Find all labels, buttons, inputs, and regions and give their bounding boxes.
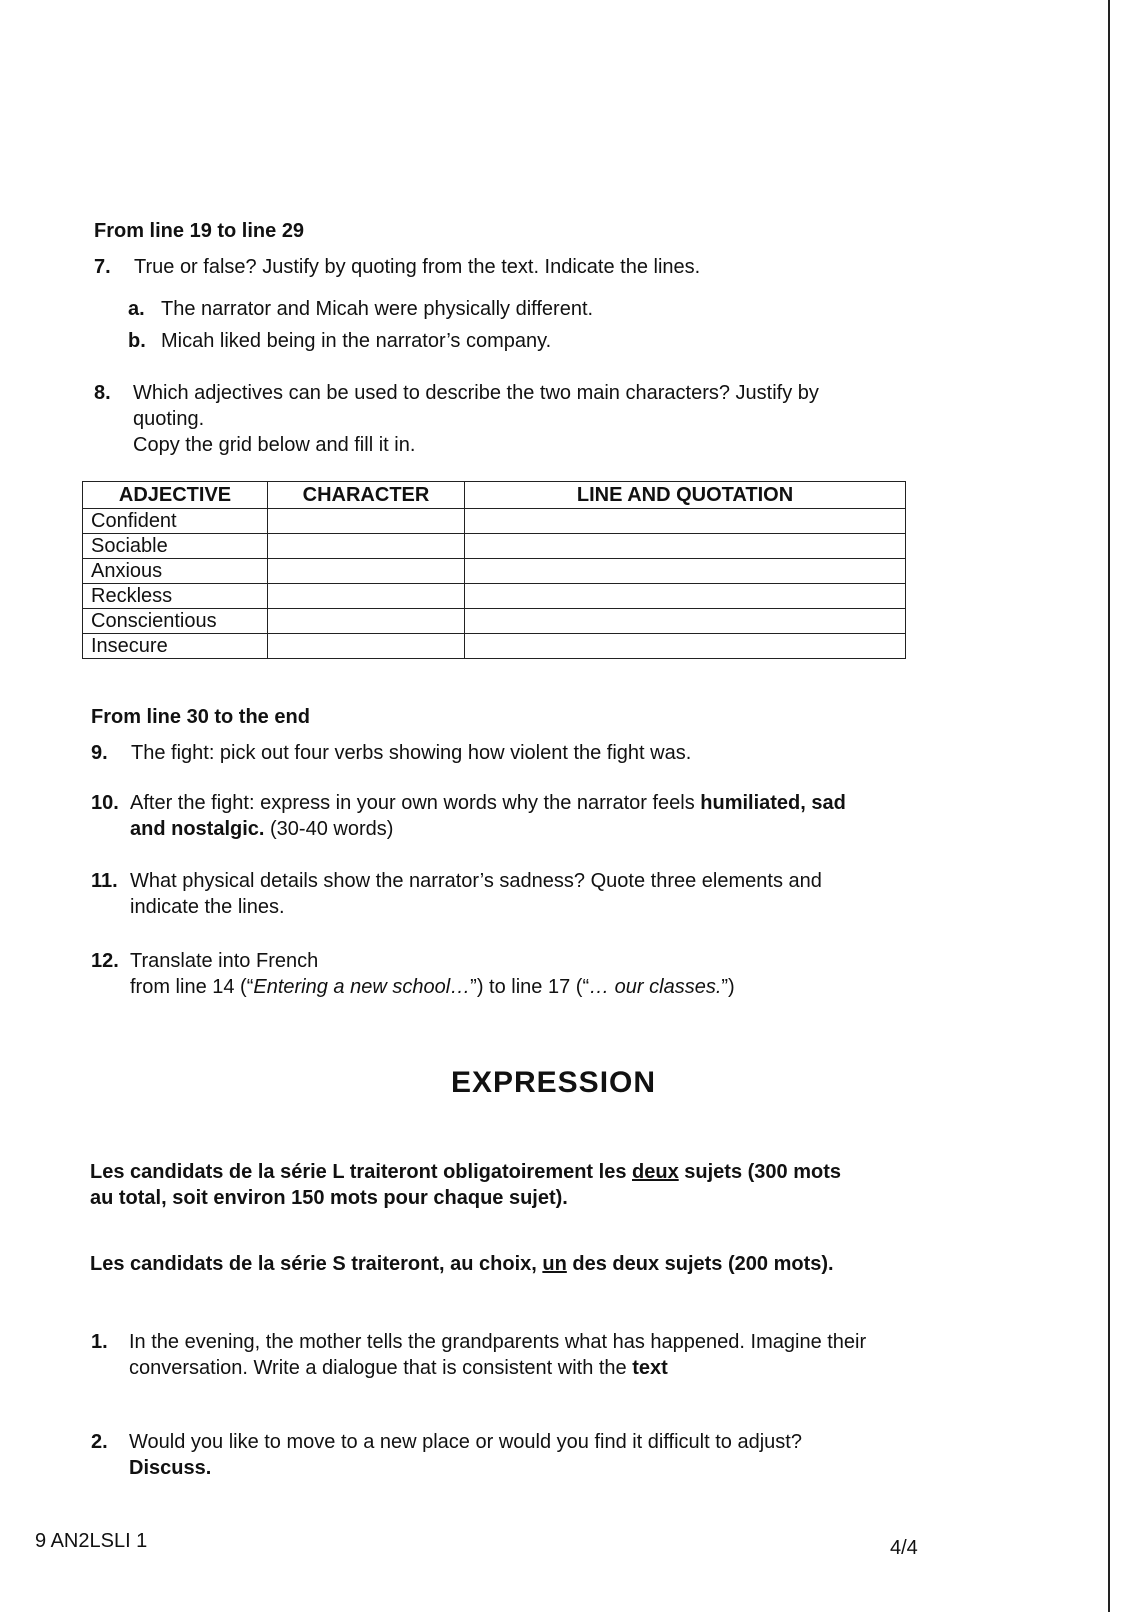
question-10-line2 [130, 816, 393, 842]
question-7b-text: Micah liked being in the narrator’s company. [161, 330, 552, 352]
question-10-line2-plain: (30-40 words) [264, 818, 394, 840]
grid-adjective-cell: Sociable [83, 534, 268, 559]
topic-1-line2-bold: text [632, 1357, 668, 1379]
question-11-number: 11. [91, 870, 118, 892]
question-9-number: 9. [91, 742, 108, 764]
question-10-line1 [130, 790, 846, 816]
question-8-line1: Which adjectives can be used to describe the two main characters? Justify by [133, 382, 819, 404]
footer-exam-code: 9 AN2LSLI 1 [35, 1530, 148, 1552]
grid-adjective-cell: Anxious [83, 559, 268, 584]
question-7a-text: The narrator and Micah were physically different. [161, 298, 594, 320]
grid-adjective-cell: Conscientious [83, 609, 268, 634]
para1-underlined: deux [632, 1161, 679, 1183]
grid-adjective-cell: Insecure [83, 634, 268, 659]
topic-2-number: 2. [91, 1431, 108, 1453]
question-7-text: True or false? Justify by quoting from the text. Indicate the lines. [134, 256, 701, 278]
grid-quotation-cell [465, 559, 906, 584]
question-10-line1-bold: humiliated, sad [700, 792, 846, 814]
page-edge-line [1108, 0, 1110, 1612]
question-10-number: 10. [91, 792, 119, 814]
question-7-number: 7. [94, 256, 111, 278]
grid-character-cell [268, 534, 465, 559]
question-12-line1: Translate into French [130, 950, 319, 972]
question-8-line3: Copy the grid below and fill it in. [133, 434, 416, 456]
q12-part-d: … our classes. [589, 976, 722, 998]
section-heading-lines-19-29: From line 19 to line 29 [94, 220, 305, 242]
expression-para2 [90, 1251, 834, 1277]
grid-header-character: CHARACTER [268, 482, 465, 509]
grid-header-row [83, 482, 906, 509]
topic-1-line2-plain: conversation. Write a dialogue that is consistent with the [129, 1357, 633, 1379]
grid-adjective-cell: Confident [83, 509, 268, 534]
grid-character-cell [268, 634, 465, 659]
section-heading-line-30-end: From line 30 to the end [91, 706, 310, 728]
grid-quotation-cell [465, 609, 906, 634]
footer-page-number: 4/4 [890, 1537, 918, 1559]
grid-header-line-quotation: LINE AND QUOTATION [465, 482, 906, 509]
table-row [83, 609, 906, 634]
grid-quotation-cell [465, 509, 906, 534]
expression-para1-line2: au total, soit environ 150 mots pour chaque sujet). [90, 1187, 568, 1209]
grid-quotation-cell [465, 584, 906, 609]
question-10-line1-plain: After the fight: express in your own words why the narrator feels [130, 792, 701, 814]
q12-part-e: ”) [721, 976, 735, 998]
question-10-line2-bold: and nostalgic. [130, 818, 265, 840]
topic-1-line1: In the evening, the mother tells the grandparents what has happened. Imagine their [129, 1331, 867, 1353]
question-7a-label: a. [128, 298, 145, 320]
topic-2-line2: Discuss. [129, 1457, 212, 1479]
grid-character-cell [268, 609, 465, 634]
question-8-line2: quoting. [133, 408, 205, 430]
para2-part-b: des deux sujets (200 mots). [566, 1253, 834, 1275]
question-11-line1: What physical details show the narrator’s sadness? Quote three elements and [130, 870, 822, 892]
grid-header-adjective: ADJECTIVE [83, 482, 268, 509]
question-11-line2: indicate the lines. [130, 896, 285, 918]
grid-character-cell [268, 584, 465, 609]
table-row [83, 584, 906, 609]
table-row [83, 559, 906, 584]
q12-part-a: from line 14 (“ [130, 976, 254, 998]
adjective-grid [82, 481, 906, 659]
table-row [83, 634, 906, 659]
para1-part-b: sujets (300 mots [678, 1161, 841, 1183]
grid-character-cell [268, 509, 465, 534]
grid-adjective-cell: Reckless [83, 584, 268, 609]
expression-para1-line1 [90, 1159, 841, 1185]
question-12-number: 12. [91, 950, 119, 972]
topic-1-number: 1. [91, 1331, 108, 1353]
topic-1-line2 [129, 1355, 668, 1381]
para1-part-a: Les candidats de la série L traiteront obligatoirement les [90, 1161, 633, 1183]
table-row [83, 534, 906, 559]
para2-part-a: Les candidats de la série S traiteront, au choix, [90, 1253, 543, 1275]
question-8-number: 8. [94, 382, 111, 404]
grid-quotation-cell [465, 634, 906, 659]
para2-underlined: un [542, 1253, 567, 1275]
question-9-text: The fight: pick out four verbs showing how violent the fight was. [131, 742, 692, 764]
topic-2-line1: Would you like to move to a new place or would you find it difficult to adjust? [129, 1431, 802, 1453]
grid-quotation-cell [465, 534, 906, 559]
table-row [83, 509, 906, 534]
q12-part-c: ”) to line 17 (“ [470, 976, 590, 998]
q12-part-b: Entering a new school… [253, 976, 471, 998]
grid-character-cell [268, 559, 465, 584]
question-7b-label: b. [128, 330, 146, 352]
expression-heading: EXPRESSION [450, 1066, 657, 1099]
question-12-line2 [130, 974, 735, 1000]
